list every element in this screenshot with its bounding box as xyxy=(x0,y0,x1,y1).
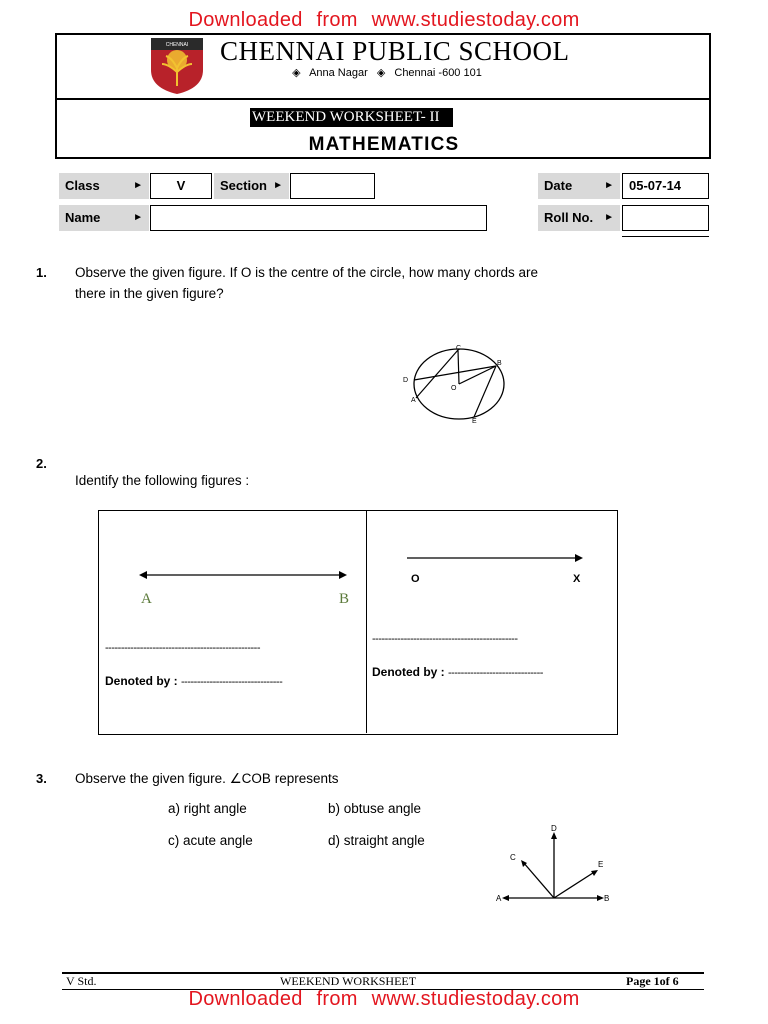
denoted-line xyxy=(372,665,543,679)
point-label-d: D xyxy=(551,824,557,833)
class-label-text: Class xyxy=(65,178,100,193)
arrow-right-icon: ► xyxy=(133,212,143,223)
denoted-label: Denoted by : xyxy=(105,674,178,688)
banner-site-link[interactable]: www.studiestoday.com xyxy=(371,988,580,1010)
banner-word: Downloaded xyxy=(188,9,303,31)
header-divider xyxy=(57,98,709,100)
question-3-text: Observe the given figure. ∠COB represents xyxy=(75,771,339,786)
ray-ox-figure xyxy=(405,551,585,565)
point-label-c: C xyxy=(510,853,516,862)
banner-word: Downloaded xyxy=(188,988,303,1010)
section-field[interactable] xyxy=(290,173,375,199)
question-number: 3. xyxy=(36,771,47,786)
option-c[interactable]: c) acute angle xyxy=(168,833,253,848)
denoted-blank: -------------------------------- xyxy=(181,676,283,688)
answer-blank: ------------------------------------------------- xyxy=(105,642,260,654)
date-label-text: Date xyxy=(544,178,573,193)
name-field[interactable] xyxy=(150,205,487,231)
point-label-b: B xyxy=(604,894,610,903)
address-city: Chennai -600 101 xyxy=(394,67,482,79)
point-label-b: B xyxy=(339,591,350,607)
denoted-blank: ------------------------------ xyxy=(448,667,543,679)
roll-underline xyxy=(622,236,709,237)
name-label xyxy=(59,205,149,231)
point-label-b: B xyxy=(497,360,502,367)
point-label-a: A xyxy=(496,894,502,903)
roll-label-text: Roll No. xyxy=(544,210,594,225)
diamond-icon: ◈ xyxy=(376,67,386,79)
option-b[interactable]: b) obtuse angle xyxy=(328,801,422,816)
line-ab-figure xyxy=(137,567,349,581)
banner-word: from xyxy=(316,988,358,1010)
question-2-text: Identify the following figures : xyxy=(75,473,250,488)
question-1-line: Observe the given figure. If O is the centre of the circle, how many chords are xyxy=(75,265,538,280)
point-label-x: X xyxy=(573,573,581,585)
roll-field[interactable] xyxy=(622,205,709,231)
logo-lettering: CHENNAI xyxy=(165,42,189,48)
footer-title: WEEKEND WORKSHEET xyxy=(280,974,417,988)
class-field[interactable]: V xyxy=(150,173,212,199)
date-field[interactable]: 05-07-14 xyxy=(622,173,709,199)
option-a[interactable]: a) right angle xyxy=(168,801,247,816)
point-label-e: E xyxy=(472,418,477,424)
figures-table xyxy=(98,510,618,735)
banner-site-link[interactable]: www.studiestoday.com xyxy=(371,9,580,31)
denoted-label: Denoted by : xyxy=(372,665,445,679)
denoted-line xyxy=(105,674,282,688)
option-d[interactable]: d) straight angle xyxy=(328,833,425,848)
section-label xyxy=(214,173,289,199)
point-label-a: A xyxy=(411,397,416,404)
section-label-text: Section xyxy=(220,178,267,193)
point-label-o: O xyxy=(451,385,457,392)
figures-divider xyxy=(366,511,367,733)
diamond-icon: ◈ xyxy=(292,67,301,79)
school-address xyxy=(0,66,768,79)
date-label xyxy=(538,173,620,199)
question-1-line: there in the given figure? xyxy=(75,286,224,301)
banner-word: from xyxy=(316,9,358,31)
circle-chords-figure xyxy=(398,342,513,424)
angles-figure xyxy=(492,820,618,906)
arrow-right-icon: ► xyxy=(273,180,283,191)
arrow-right-icon: ► xyxy=(604,212,614,223)
download-banner-bottom[interactable] xyxy=(0,988,768,1011)
roll-label xyxy=(538,205,620,231)
answer-blank: ---------------------------------------------- xyxy=(372,633,518,645)
subject-title: MATHEMATICS xyxy=(308,134,460,155)
arrow-right-icon: ► xyxy=(133,180,143,191)
question-1-text xyxy=(75,262,538,304)
worksheet-title: WEEKEND WORKSHEET- II xyxy=(250,108,453,127)
point-label-d: D xyxy=(403,377,409,384)
footer-class: V Std. xyxy=(66,974,97,988)
point-label-a: A xyxy=(141,591,152,607)
question-number: 2. xyxy=(36,456,47,471)
school-name: CHENNAI PUBLIC SCHOOL xyxy=(220,36,570,66)
name-label-text: Name xyxy=(65,210,101,225)
address-area: Anna Nagar xyxy=(309,67,368,79)
class-label xyxy=(59,173,149,199)
download-banner-top[interactable] xyxy=(0,9,768,32)
footer-page-number: Page 1of 6 xyxy=(626,974,679,988)
point-label-c: C xyxy=(456,345,462,352)
arrow-right-icon: ► xyxy=(604,180,614,191)
point-label-o: O xyxy=(411,573,420,585)
point-label-e: E xyxy=(598,860,604,869)
question-number: 1. xyxy=(36,265,47,280)
